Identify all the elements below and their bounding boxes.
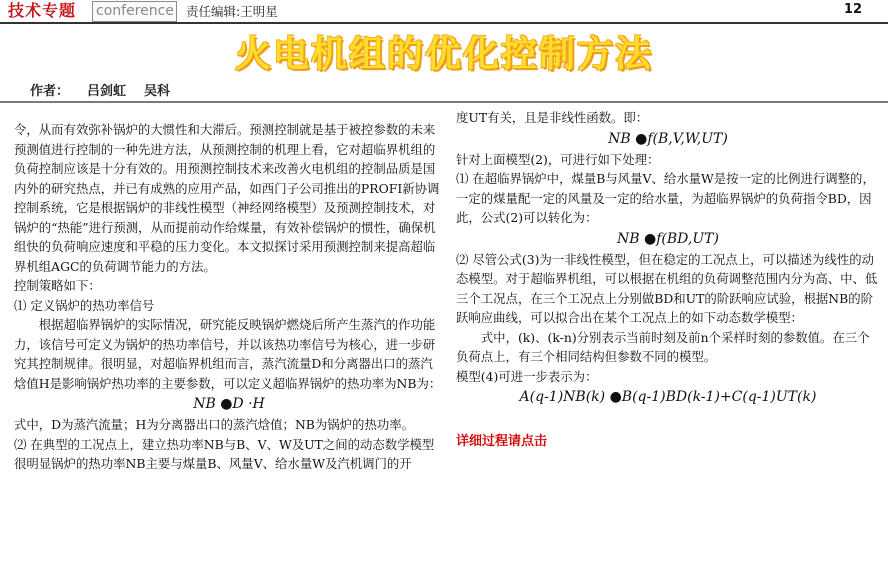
left-column [14, 120, 444, 474]
conference-label: conference [92, 1, 177, 22]
paragraph: 控制策略如下： [14, 278, 101, 293]
author-name: 吕剑虹 [87, 84, 127, 99]
right-column [456, 108, 880, 452]
paragraph: 针对上面模型(2)，可进行如下处理： [456, 151, 660, 167]
paragraph: 模型(4)可进一步表示为： [456, 368, 598, 384]
paragraph: 根据超临界锅炉的实际情况，研究能反映锅炉燃烧后所产生蒸汽的作功能力，该信号可定义为锅炉的热功率信号，并以该热功率信号为核心，进一步研究其控制规律。很明显，对超临界机组而言，蒸汽流量D和分离器出口的蒸汽焓值H是影响锅炉热功率的主要参数，可以定义超临界锅炉的热功率为NB为： [14, 317, 442, 391]
article-title: 火电机组的优化控制方法 [234, 34, 653, 75]
page-header [0, 0, 888, 24]
paragraph: 很明显锅炉的热功率NB主要与煤量B、风量V、给水量W及汽机调门的开 [14, 456, 412, 471]
formula: NB ●f(B,V,W,UT) [608, 130, 728, 147]
section-heading: ⑴ 定义锅炉的热功率信号 [14, 297, 155, 313]
formula: A(q-1)NB(k) ●B(q-1)BD(k-1)+C(q-1)UT(k) [519, 389, 817, 405]
formula: NB ●f(BD,UT) [617, 230, 719, 247]
page-number: 12 [843, 2, 862, 17]
author-prefix: 作者： [30, 84, 70, 99]
author-name: 吴科 [144, 84, 171, 99]
paragraph: ⑵ 尽管公式(3)为一非线性模型，但在稳定的工况点上，可以描述为线性的动态模型。对于超临界机组，可以根据在机组的负荷调整范围内分为高、中、低三个工况点，在三个工况点上分别做BD和UT的阶跃响应试验，根据NB的阶跃响应曲线，可以拟合出在某个工况点上的如下动态数学模型： [456, 251, 878, 325]
divider [0, 101, 888, 103]
detail-link[interactable]: 详细过程请点击 [456, 434, 548, 449]
paragraph: 度UT有关，且是非线性函数。即： [456, 110, 649, 125]
section-badge: 技术专题 [4, 1, 80, 21]
formula: NB ●D ·H [193, 396, 265, 412]
paragraph: ⑴ 在超临界锅炉中，煤量B与风量V、给水量W是按一定的比例进行调整的，一定的煤量配一定的风量及一定的给水量，为超临界锅炉的负荷指令BD，因此，公式(2)可以转化为： [456, 171, 875, 225]
paragraph: 式中，(k)、(k-n)分别表示当前时刻及前n个采样时刻的参数值。在三个负荷点上，有三个相同结构但参数不同的模型。 [456, 329, 870, 364]
paragraph: 式中，D为蒸汽流量；H为分离器出口的蒸汽焓值；NB为锅炉的热功率。 [14, 417, 415, 432]
section-heading: ⑵ 在典型的工况点上，建立热功率NB与B、V、W及UT之间的动态数学模型 [14, 436, 435, 452]
paragraph: 令，从而有效弥补锅炉的大惯性和大滞后。预测控制就是基于被控参数的未来预测值进行控制的一种先进方法，从预测控制的机理上看，它对超临界机组的负荷控制应该是十分有效的。用预测控制技术来改善火电机组的控制品质是国内外的研究热点，并已有成熟的应用产品，如西门子公司推出的PROFI新协调控制系统，它是根据锅炉的非线性模型（神经网络模型）及预测控制技术，对锅炉的“热能”进行预测，从而提前动作给煤量，有效补偿锅炉的惯性，确保机组快的负荷响应速度和平稳的压力变化。本文拟探讨采用预测控制来提高超临界机组AGC的负荷调节能力的方法。 [14, 122, 440, 274]
author-line [30, 80, 188, 99]
editor-credit: 责任编辑:王明星 [186, 4, 278, 19]
